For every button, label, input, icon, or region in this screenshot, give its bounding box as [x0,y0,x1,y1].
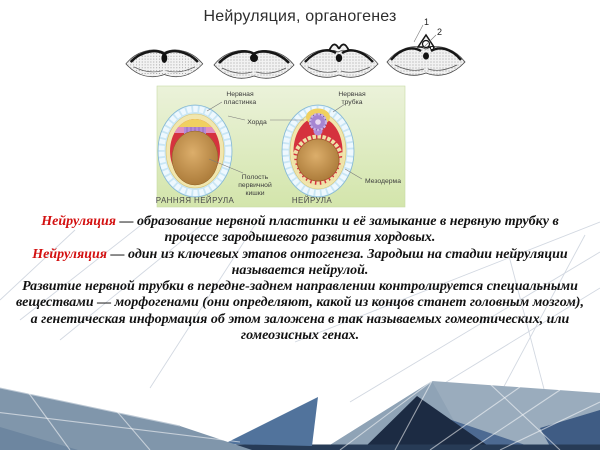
label-neural-plate-line1: Нервная [226,91,254,98]
stage-sketch-1 [126,50,203,77]
callout-1-line [414,25,423,42]
sentence-1 [14,214,586,247]
stage-sketch-4 [387,35,465,75]
label-mesoderm: Мезодерма [364,178,402,185]
sentence-1-keyword: Нейруляция [41,214,117,229]
stage-sketch-3 [300,44,378,77]
sentence-2-keyword: Нейруляция [32,246,107,262]
label-neural-plate-line2: пластинка [223,99,257,106]
callout-2-label: 2 [437,27,443,37]
callout-1-label: 1 [424,17,430,27]
neurula-diagram-panel [157,86,405,207]
caption-early-neurula: РАННЯЯ НЕЙРУЛА [155,196,235,205]
sentence-1-text: — образование нервной пластинки и её замыкание в нервную трубку в процессе зародышевого развития хордовых. [116,214,559,246]
sentence-3-text: Развитие нервной трубки в передне-заднем направлении контролируется специальными веществами — морфогенами (они определяют, какой из концов станет головным мозгом), а генетическая информация об этом заложена в так называемых гомеотических, или гомеозисных генах. [16,279,584,344]
sentence-3 [14,279,586,344]
label-neural-tube-line1: Нервная [338,91,366,98]
neurula-drawing [282,105,354,197]
label-gut-line2: первичной [238,182,272,189]
sentence-2-text: — один из ключевых этапов онтогенеза. Зародыш на стадии нейруляции называется нейрулой. [107,246,568,278]
label-neural-tube-line2: трубка [341,99,363,106]
label-gut-line1: Полость [241,174,269,181]
label-gut-line3: кишки [245,190,265,197]
bg-bottom-strip [205,445,600,450]
label-chord: Хорда [247,119,267,126]
sentence-2 [14,247,586,280]
bg-center-sliver [224,397,318,446]
stage-sketch-2 [214,50,294,78]
page-title: Нейруляция, органогенез [203,8,397,25]
caption-neurula: НЕЙРУЛА [291,196,333,205]
neurulation-stages-figure [120,10,480,80]
body-text-block [14,214,586,344]
early-neurula-drawing [158,105,232,197]
